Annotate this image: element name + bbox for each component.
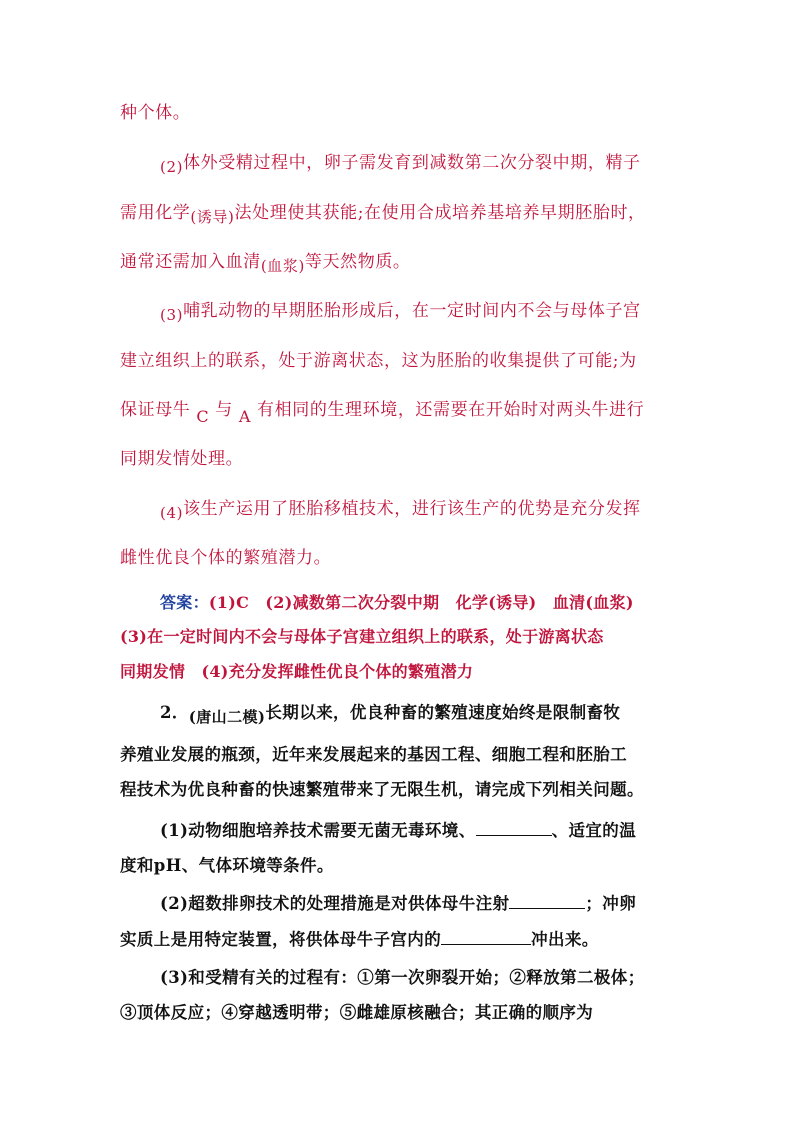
answer-blank[interactable] [509,907,585,909]
q2-part2-text: ；冲卵 [585,894,637,913]
q1-part4-text: 雌性优良个体的繁殖潜力。 [120,548,332,568]
answer-text: (1)C (2)减数第二次分裂中期 化学(诱导) 血清(血浆) [208,593,634,612]
q2-part3-line-2 [120,999,593,1023]
answer-blank[interactable] [476,834,552,836]
q2-part1-text: 度和pH、气体环境等条件。 [120,856,334,875]
answer-line-2 [120,624,604,647]
part-number: (4) [160,504,184,522]
answer-blank[interactable] [441,943,531,945]
q2-part1-line-2 [120,852,334,876]
q2-line-3 [120,776,644,800]
question-number: 2． [160,703,189,722]
q2-text: 长期以来，优良种畜的繁殖速度始终是限制畜牧 [265,703,621,722]
part-number: (2) [160,158,184,176]
answer-text: (3)在一定时间内不会与母体子宫建立组织上的联系，处于游离状态 [120,627,604,646]
question-source: (唐山二模) [188,708,266,726]
answer-text: 同期发情 (4)充分发挥雌性优良个体的繁殖潜力 [120,662,474,681]
q2-part3-text: (3)和受精有关的过程有：①第一次卵裂开始；②释放第二极体； [160,968,645,987]
q1-part3-line-1 [160,296,641,324]
q1-part3-line-3 [120,395,644,426]
q1-part3-text: 同期发情处理。 [120,449,244,469]
q2-part2-text: 冲出来。 [531,930,599,949]
q1-part3-text: 保证母牛 [120,400,191,420]
q1-part2-text: 等天然物质。 [304,252,411,272]
q1-part4-line-2 [120,543,331,568]
q2-part1-line-1 [160,817,636,841]
q1-part3-text: C [196,407,210,426]
q1-part3-text: 建立组织上的联系，处于游离状态，这为胚胎的收集提供了可能;为 [120,351,637,371]
answer-line-1 [160,590,634,613]
q2-part2-text: (2)超数排卵技术的处理措施是对供体母牛注射 [160,894,510,913]
answer-label: 答案： [160,593,209,612]
q1-part2-line-2 [120,198,646,227]
q2-text: 程技术为优良种畜的快速繁殖带来了无限生机，请完成下列相关问题。 [120,780,644,799]
q1-part3-text: 哺乳动物的早期胚胎形成后，在一定时间内不会与母体子宫 [183,301,641,321]
part-number: (3) [160,306,184,324]
q2-line-2 [120,741,627,765]
q1-part2-text: (诱导) [190,208,235,226]
q1-part3-text: 有相同的生理环境，还需要在开始时对两头牛进行 [257,400,645,420]
q2-part2-line-2 [120,926,599,950]
q2-text: 养殖业发展的瓶颈，近年来发展起来的基因工程、细胞工程和胚胎工 [120,745,627,764]
q1-part4-line-1 [160,494,641,522]
q1-part3-text: A [238,407,252,426]
q2-part1-text: 、适宜的温 [551,821,637,840]
q1-text: 种个体。 [120,103,191,123]
q2-part2-line-1 [160,890,636,914]
q1-part2-line-3 [120,247,411,276]
q1-part3-text: 与 [215,400,233,420]
q2-part1-text: (1)动物细胞培养技术需要无菌无毒环境、 [160,821,476,840]
q1-part3-line-4 [120,444,243,469]
answer-line-3 [120,659,473,682]
q1-line-1 [120,98,190,123]
q1-part2-text: 需用化学 [120,203,191,223]
q1-part4-text: 该生产运用了胚胎移植技术，进行该生产的优势是充分发挥 [183,499,641,519]
q1-part3-line-2 [120,346,637,371]
q2-line-1 [160,699,620,727]
q1-part2-text: 通常还需加入血清 [120,252,261,272]
q1-part2-text: 体外受精过程中，卵子需发育到减数第二次分裂中期，精子 [183,153,641,173]
q2-part3-line-1 [160,964,645,988]
q1-part2-text: 法处理使其获能;在使用合成培养基培养早期胚胎时， [234,203,646,223]
q1-part2-text: (血浆) [260,257,305,275]
q1-part2-line-1 [160,148,641,176]
q2-part2-text: 实质上是用特定装置，将供体母牛子宫内的 [120,930,442,949]
q2-part3-text: ③顶体反应；④穿越透明带；⑤雌雄原核融合；其正确的顺序为 [120,1003,594,1022]
